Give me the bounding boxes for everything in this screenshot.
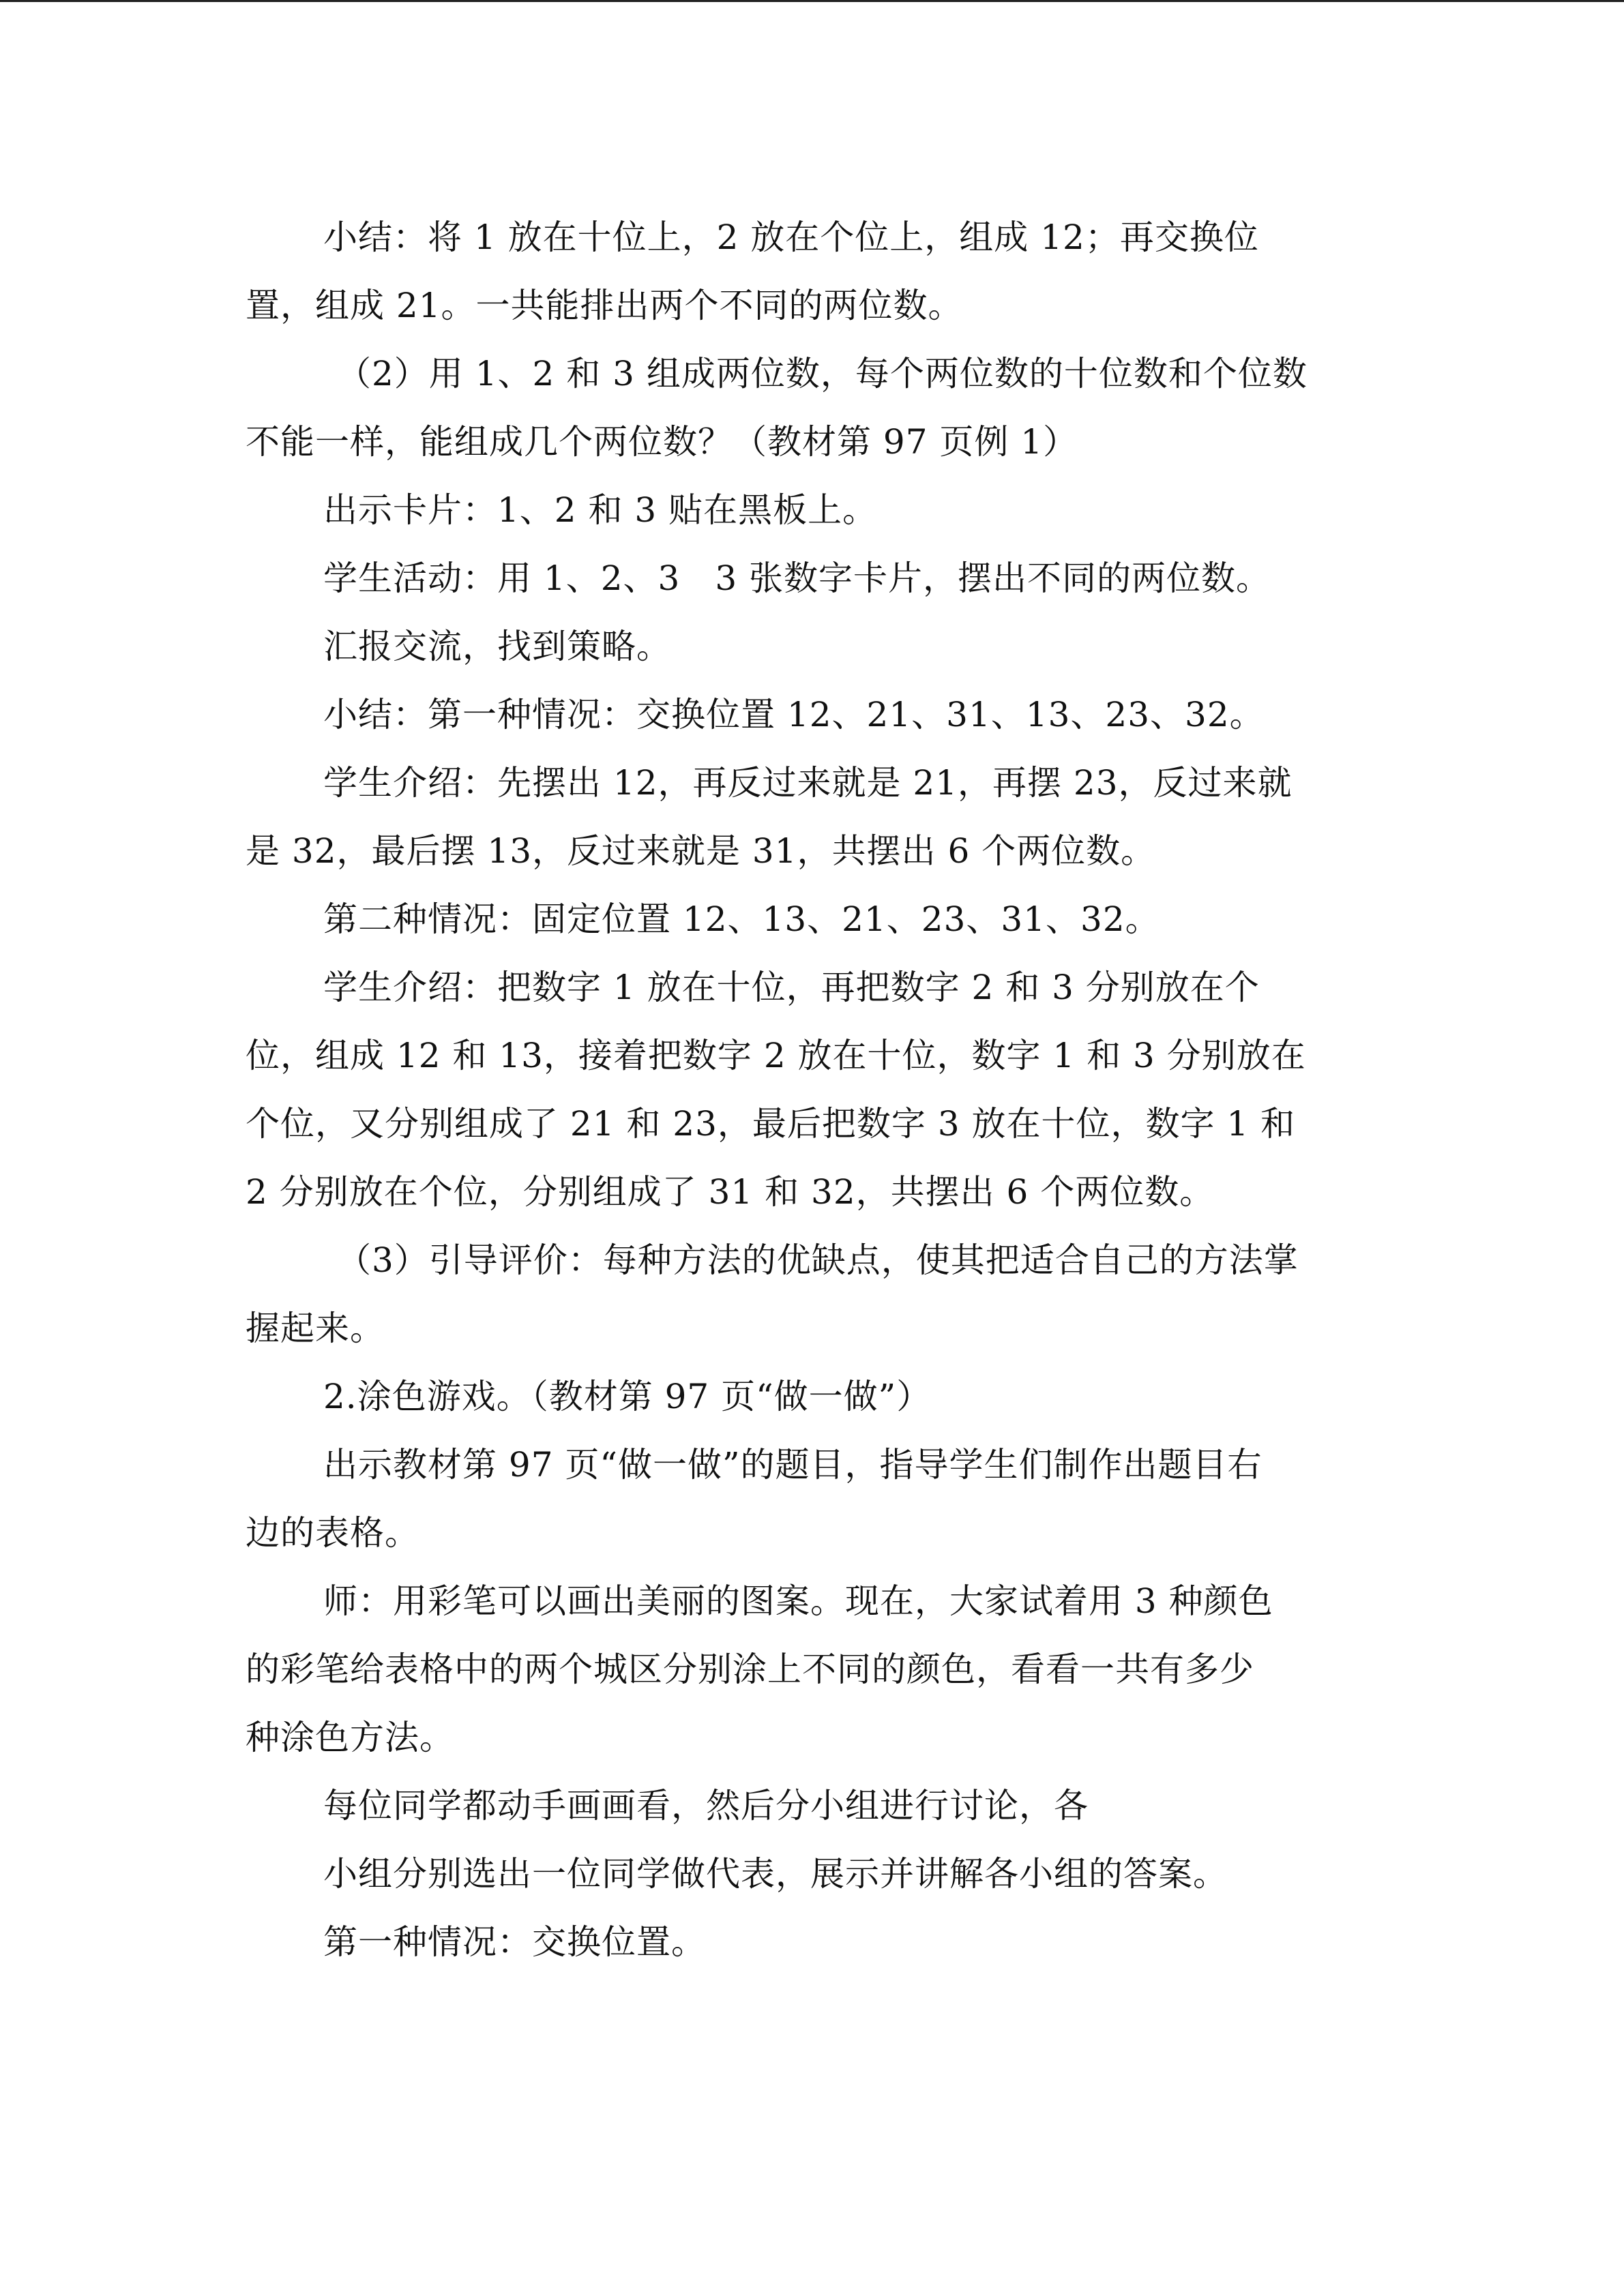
text-line-question-2-cont: 不能一样，能组成几个两位数？（教材第 97 页例 1）	[246, 422, 1078, 462]
text-line-report: 汇报交流，找到策略。	[323, 627, 671, 666]
text-line-group-work-cont: 小组分别选出一位同学做代表，展示并讲解各小组的答案。	[323, 1854, 1228, 1894]
text-line-summary-case-1: 小结：第一种情况：交换位置 12、21、31、13、23、32。	[323, 695, 1265, 734]
text-line-group-work: 每位同学都动手画画看，然后分小组进行讨论，各	[323, 1786, 1089, 1825]
text-line-show-textbook-cont: 边的表格。	[246, 1513, 419, 1553]
text-line-teacher: 师：用彩笔可以画出美丽的图案。现在，大家试着用 3 种颜色	[323, 1581, 1273, 1621]
text-line-student-intro-2-cont-2: 个位，又分别组成了 21 和 23，最后把数字 3 放在十位，数字 1 和	[246, 1104, 1296, 1144]
text-line-case-1-swap: 第一种情况：交换位置。	[323, 1922, 706, 1962]
text-line-student-intro-1-cont: 是 32，最后摆 13，反过来就是 31，共摆出 6 个两位数。	[246, 831, 1156, 871]
text-line-student-intro-2-cont-3: 2 分别放在个位，分别组成了 31 和 32，共摆出 6 个两位数。	[246, 1172, 1215, 1212]
text-line-question-2: （2）用 1、2 和 3 组成两位数，每个两位数的十位数和个位数	[337, 354, 1308, 393]
text-line-student-intro-2-cont-1: 位，组成 12 和 13，接着把数字 2 放在十位，数字 1 和 3 分别放在	[246, 1036, 1306, 1075]
text-line-coloring-game: 2.涂色游戏。（教材第 97 页“做一做”）	[323, 1377, 932, 1416]
text-line-student-intro-2: 学生介绍：把数字 1 放在十位，再把数字 2 和 3 分别放在个	[323, 968, 1260, 1007]
text-line-student-intro-1: 学生介绍：先摆出 12，再反过来就是 21，再摆 23，反过来就	[323, 763, 1293, 803]
text-line-case-2: 第二种情况：固定位置 12、13、21、23、31、32。	[323, 899, 1160, 939]
text-line-evaluation-3-cont: 握起来。	[246, 1309, 385, 1348]
text-line-show-cards: 出示卡片：1、2 和 3 贴在黑板上。	[323, 490, 878, 530]
text-line-show-textbook: 出示教材第 97 页“做一做”的题目，指导学生们制作出题目右	[323, 1445, 1263, 1485]
text-line-evaluation-3: （3）引导评价：每种方法的优缺点，使其把适合自己的方法掌	[337, 1240, 1299, 1280]
text-line-summary-1-cont: 置，组成 21。一共能排出两个不同的两位数。	[246, 286, 963, 325]
text-line-summary-1: 小结：将 1 放在十位上，2 放在个位上，组成 12；再交换位	[323, 218, 1259, 257]
text-line-teacher-cont-1: 的彩笔给表格中的两个城区分别涂上不同的颜色，看看一共有多少	[246, 1650, 1254, 1689]
text-line-student-activity: 学生活动：用 1、2、3 3 张数字卡片，摆出不同的两位数。	[323, 558, 1271, 598]
text-line-teacher-cont-2: 种涂色方法。	[246, 1718, 454, 1757]
